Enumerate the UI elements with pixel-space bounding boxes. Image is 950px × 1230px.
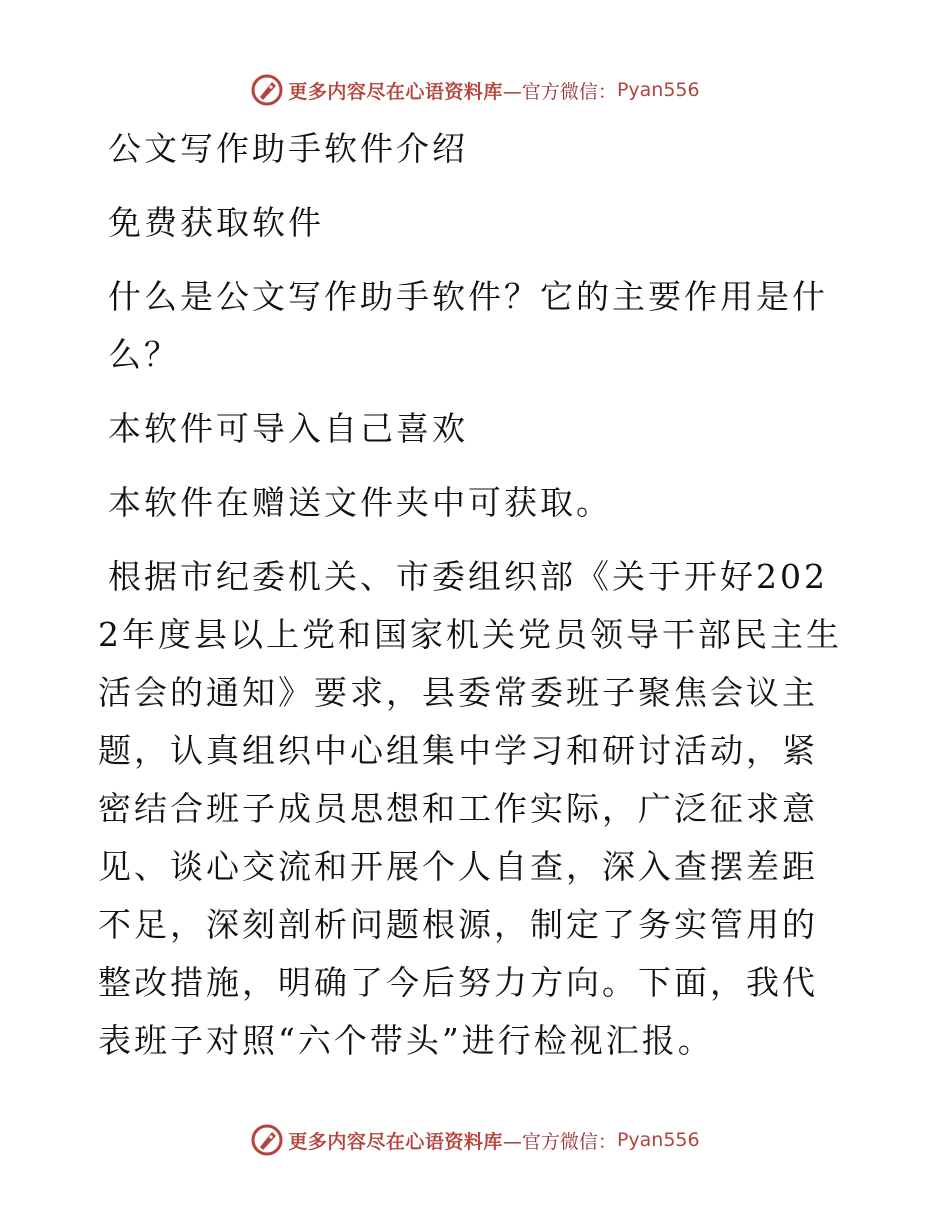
watermark-id-text: Pyan556 xyxy=(616,79,700,101)
doc-line-gift-folder: 本软件在赠送文件夹中可获取。 xyxy=(108,483,612,522)
watermark-id-text: Pyan556 xyxy=(616,1129,700,1151)
pen-nib-logo-icon xyxy=(250,73,284,107)
doc-line-question: 什么是公文写作助手软件？它的主要作用是什么？ xyxy=(108,277,828,374)
watermark-main-text: 更多内容尽在心语资料库 xyxy=(288,1130,503,1153)
doc-main-paragraph: 根据市纪委机关、市委组织部《关于开好2022年度县以上党和国家机关党员领导干部民主生活会的通知》要求，县委常委班子聚焦会议主题，认真组织中心组集中学习和研讨活动，紧密结合班子成员思想和工作实际，广泛征求意见、谈心交流和开展个人自查，深入查摆差距不足，深刻剖析问题根源，制定了务实管用的整改措施，明确了今后努力方向。下面，我代表班子对照“六个带头”进行检视汇报。 xyxy=(98,557,842,1060)
watermark-main-text: 更多内容尽在心语资料库 xyxy=(288,80,503,103)
footer-watermark xyxy=(0,1120,950,1160)
document-body xyxy=(98,120,850,1070)
watermark-sub-text: —官方微信： xyxy=(502,1130,617,1153)
doc-line-import: 本软件可导入自己喜欢 xyxy=(108,409,468,448)
pen-nib-logo-icon xyxy=(250,1123,284,1157)
doc-title-line: 公文写作助手软件介绍 xyxy=(108,129,468,168)
watermark-sub-text: —官方微信： xyxy=(502,80,617,103)
doc-line-free: 免费获取软件 xyxy=(108,203,324,242)
header-watermark xyxy=(0,70,950,110)
